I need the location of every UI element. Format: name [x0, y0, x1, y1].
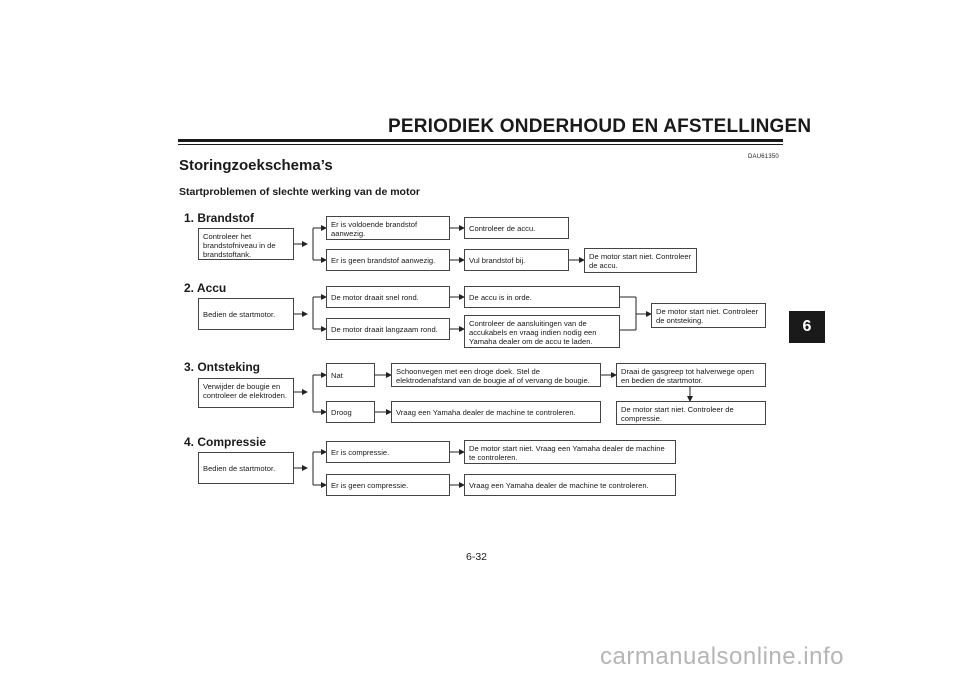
box-ontsteking-dry-action: Vraag een Yamaha dealer de machine te controleren. [391, 401, 601, 423]
box-accu-result: De motor start niet. Controleer de ontsteking. [651, 303, 766, 328]
box-accu-fast-action: De accu is in orde. [464, 286, 620, 308]
document-code: DAU61350 [748, 154, 779, 160]
heading-accu: 2. Accu [184, 281, 227, 295]
box-brandstof-yes: Er is voldoende brandstof aanwezig. [326, 216, 450, 240]
section-title: Storingzoekschema’s [179, 157, 333, 174]
box-brandstof-start: Controleer het brandstofniveau in de brandstoftank. [198, 228, 294, 260]
box-ontsteking-wet-next: Draai de gasgreep tot halverwege open en bedien de startmotor. [616, 363, 766, 387]
heading-ontsteking: 3. Ontsteking [184, 360, 261, 374]
heading-brandstof: 1. Brandstof [184, 211, 255, 225]
box-ontsteking-dry: Droog [326, 401, 375, 423]
box-compressie-yes-action: De motor start niet. Vraag een Yamaha dealer de machine te controleren. [464, 440, 676, 464]
box-ontsteking-result: De motor start niet. Controleer de compressie. [616, 401, 766, 425]
subtitle: Startproblemen of slechte werking van de motor [179, 186, 420, 198]
page-header-title: PERIODIEK ONDERHOUD EN AFSTELLINGEN [388, 116, 812, 137]
box-accu-slow-action: Controleer de aansluitingen van de accukabels en vraag indien nodig een Yamaha dealer om de accu te laden. [464, 315, 620, 348]
box-ontsteking-start: Verwijder de bougie en controleer de elektroden. [198, 378, 294, 408]
box-brandstof-no-result: De motor start niet. Controleer de accu. [584, 248, 697, 273]
page-number: 6-32 [466, 551, 488, 563]
box-ontsteking-wet: Nat [326, 363, 375, 387]
box-compressie-no: Er is geen compressie. [326, 474, 450, 496]
chapter-tab: 6 [789, 311, 825, 343]
watermark: carmanualsonline.info [600, 643, 844, 670]
box-brandstof-no-action: Vul brandstof bij. [464, 249, 569, 271]
box-compressie-no-action: Vraag een Yamaha dealer de machine te controleren. [464, 474, 676, 496]
box-ontsteking-wet-action: Schoonvegen met een droge doek. Stel de elektrodenafstand van de bougie af of vervang de bougie. [391, 363, 601, 387]
box-brandstof-no: Er is geen brandstof aanwezig. [326, 249, 450, 271]
box-accu-fast: De motor draait snel rond. [326, 286, 450, 308]
heading-compressie: 4. Compressie [184, 435, 267, 449]
box-accu-slow: De motor draait langzaam rond. [326, 318, 450, 340]
box-accu-start: Bedien de startmotor. [198, 298, 294, 330]
box-brandstof-yes-action: Controleer de accu. [464, 217, 569, 239]
box-compressie-start: Bedien de startmotor. [198, 452, 294, 484]
box-compressie-yes: Er is compressie. [326, 441, 450, 463]
